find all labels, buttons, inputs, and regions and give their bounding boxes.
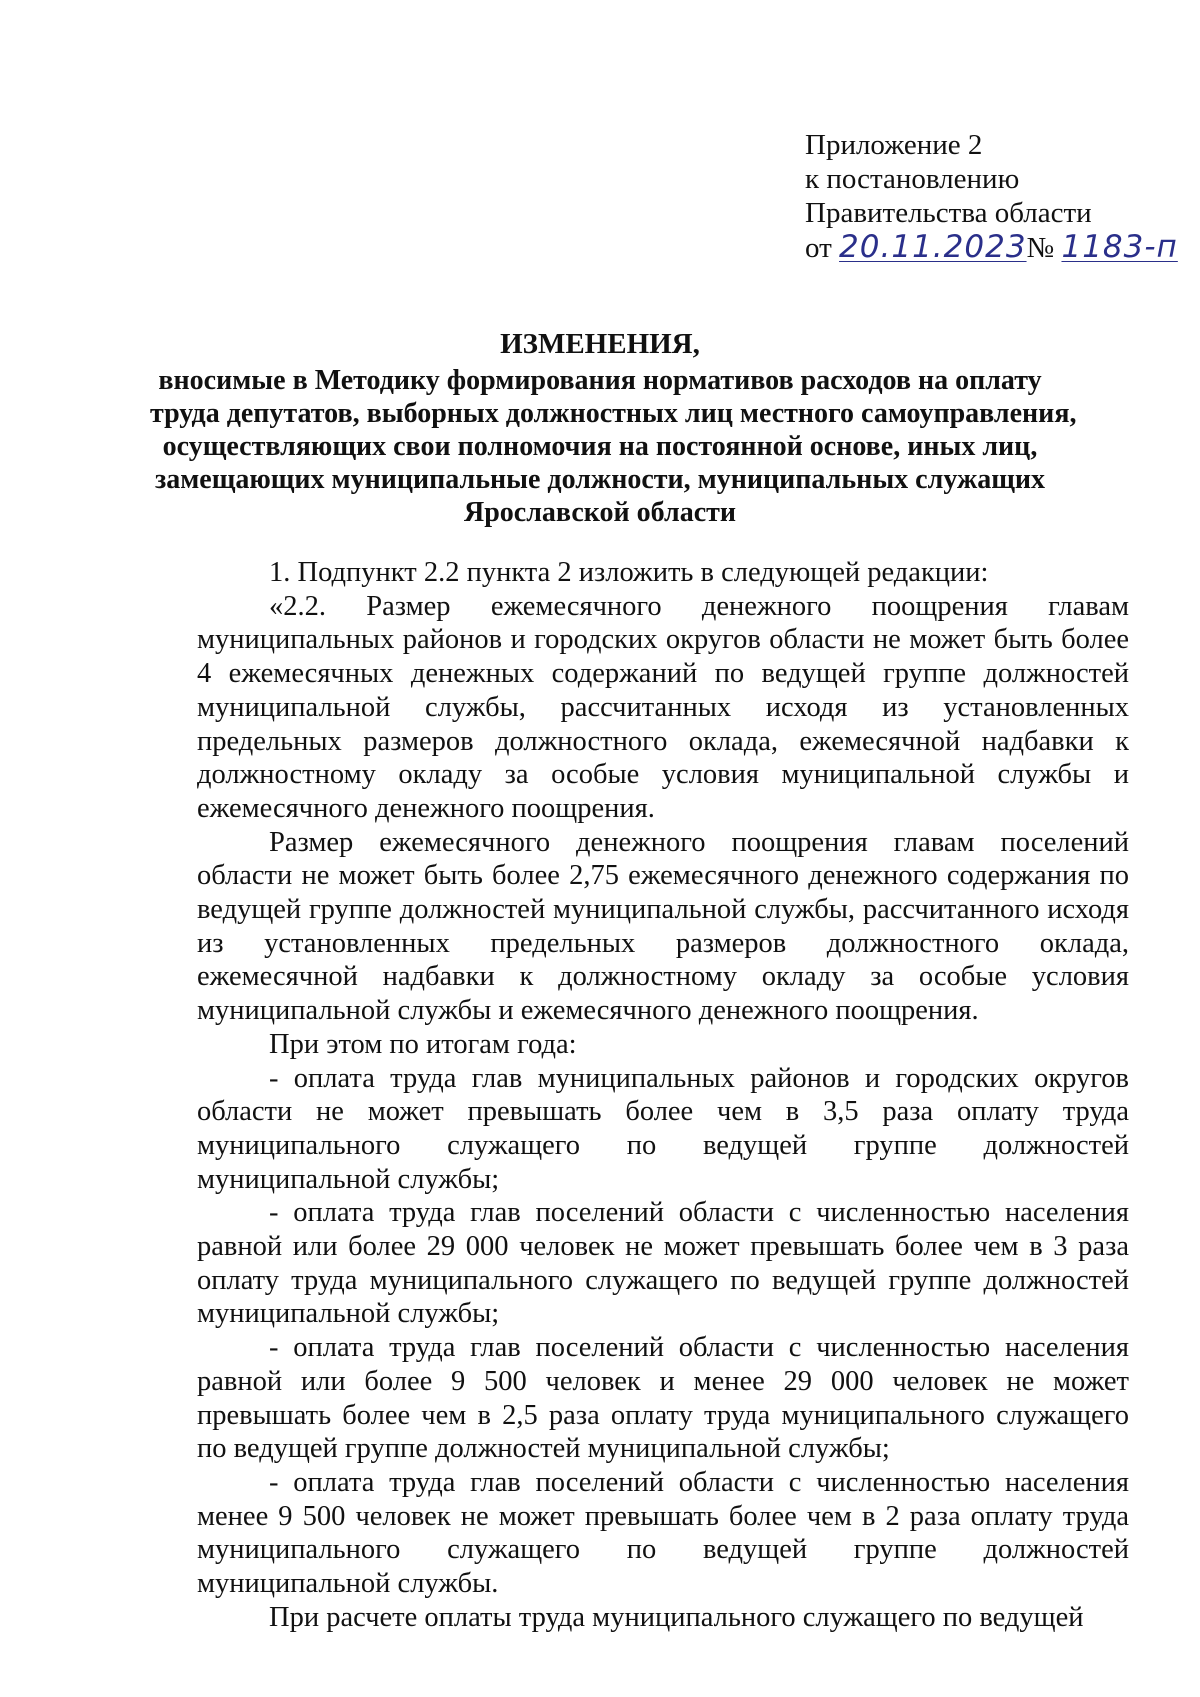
paragraph-4: При этом по итогам года: — [269, 1028, 577, 1060]
paragraph-2: «2.2. Размер ежемесячного денежного поощрения главам муниципальных районов и городских округов области не может быть более 4 ежемесячных денежных содержаний по ведущей группе должностей муниципальной службы, рассчитанных исходя из установленных предельных размеров должностного оклада, ежемесячной надбавки к должностному окладу за особые условия муниципальной службы и ежемесячного денежного поощрения. — [197, 590, 1129, 824]
paragraph-8: - оплата труда глав поселений области с численностью населения менее 9 500 человек не может превышать более чем в 2 раза оплату труда муниципального служащего по ведущей группе должностей муниципальной службы. — [197, 1466, 1129, 1600]
title-line-2: труда депутатов, выборных должностных лиц местного самоуправления, — [150, 398, 1077, 429]
paragraph-7: - оплата труда глав поселений области с численностью населения равной или более 9 500 человек и менее 29 000 человек не может превышать более чем в 2,5 раза оплату труда муниципального служащего по ведущей группе должностей муниципальной службы; — [197, 1332, 1129, 1465]
title-main: ИЗМЕНЕНИЯ, — [500, 328, 700, 360]
title-line-5: Ярославской области — [463, 497, 737, 528]
appendix-header — [805, 128, 1178, 265]
paragraph-1: 1. Подпункт 2.2 пункта 2 изложить в следующей редакции: — [269, 557, 989, 588]
document-title — [150, 328, 1077, 529]
date-prefix: от — [805, 232, 832, 264]
title-line-1: вносимые в Методику формирования нормативов расходов на оплату — [158, 365, 1042, 396]
title-line-4: замещающих муниципальные должности, муниципальных служащих — [154, 464, 1046, 495]
appendix-reference: к постановлению — [805, 163, 1020, 195]
paragraph-3: Размер ежемесячного денежного поощрения главам поселений области не может быть более 2,75 ежемесячного денежного содержания по ведущей группе должностей муниципальной службы, рассчитанного исходя из установленных предельных размеров должностного оклада, ежемесячной надбавки к должностному окладу за особые условия муниципальной службы и ежемесячного денежного поощрения. — [197, 826, 1129, 1027]
appendix-date-number — [805, 230, 1178, 265]
paragraph-9: При расчете оплаты труда муниципального служащего по ведущей — [269, 1601, 1084, 1633]
handwritten-date: 20.11.2023 — [839, 229, 1027, 265]
paragraph-6: - оплата труда глав поселений области с численностью населения равной или более 29 000 человек не может превышать более чем в 3 раза оплату труда муниципального служащего по ведущей группе должностей муниципальной службы; — [197, 1197, 1129, 1330]
title-line-3: осуществляющих свои полномочия на постоянной основе, иных лиц, — [162, 431, 1038, 462]
document-body — [197, 556, 1129, 1635]
number-sign: № — [1026, 232, 1055, 264]
handwritten-number: 1183-п — [1061, 229, 1178, 265]
appendix-number: Приложение 2 — [805, 129, 983, 161]
appendix-authority: Правительства области — [805, 197, 1092, 229]
paragraph-5: - оплата труда глав муниципальных районов и городских округов области не может превышать более чем в 3,5 раза оплату труда муниципального служащего по ведущей группе должностей муниципальной службы; — [197, 1062, 1129, 1195]
